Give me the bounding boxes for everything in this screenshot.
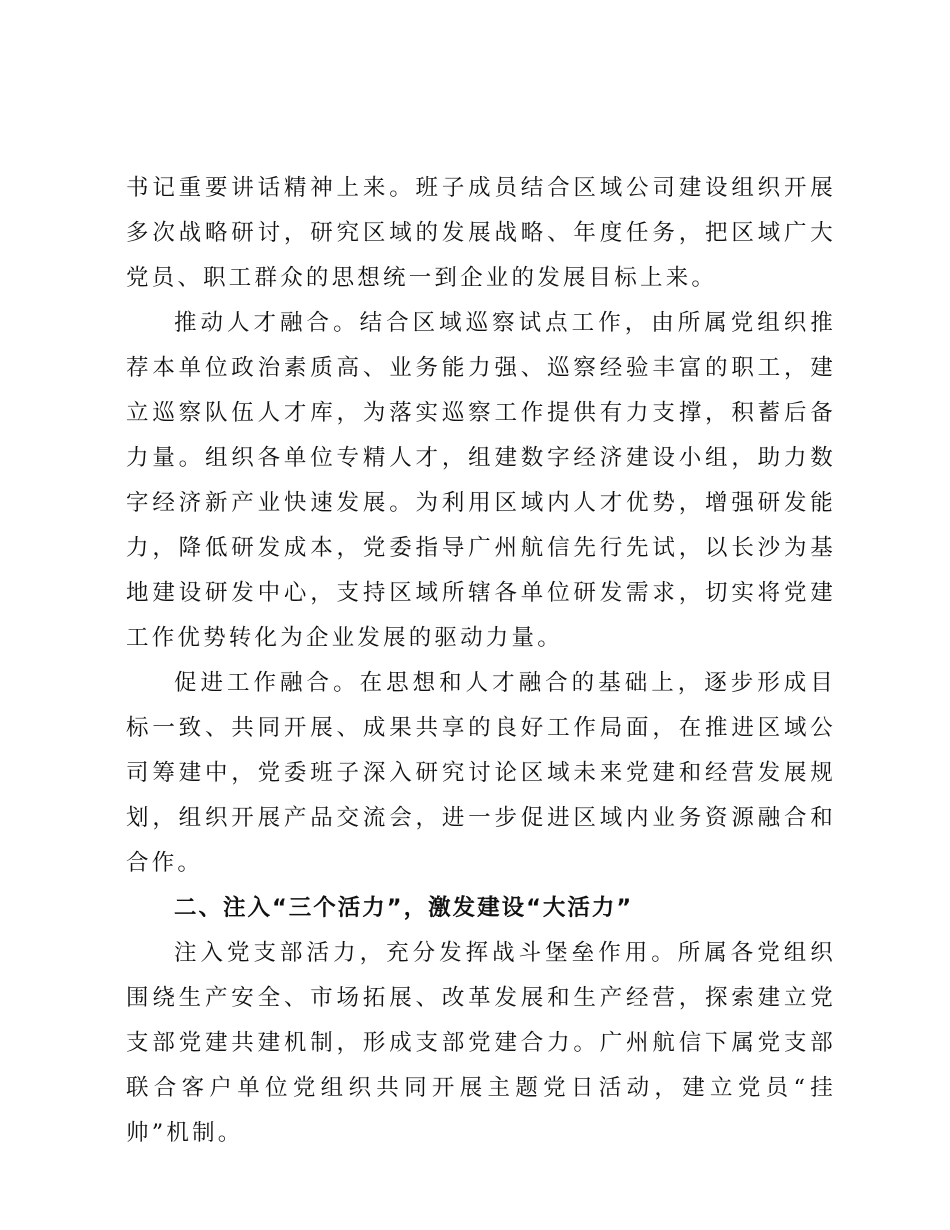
body-paragraph-talent-integration: 推动人才融合。结合区域巡察试点工作，由所属党组织推荐本单位政治素质高、业务能力强、巡察经验丰富的职工，建立巡察队伍人才库，为落实巡察工作提供有力支撑，积蓄后备力量。组织各单位专精人才，组建数字经济建设小组，助力数字经济新产业快速发展。为利用区域内人才优势，增强研发能力，降低研发成本，党委指导广州航信先行先试，以长沙为基地建设研发中心，支持区域所辖各单位研发需求，切实将党建工作优势转化为企业发展的驱动力量。: [126, 310, 836, 651]
body-paragraph-party-branch-vitality: 注入党支部活力，充分发挥战斗堡垒作用。所属各党组织围绕生产安全、市场拓展、改革发展和生产经营，探索建立党支部党建共建机制，形成支部党建合力。广州航信下属党支部联合客户单位党组织共同开展主题党日活动，建立党员“挂帅”机制。: [126, 940, 836, 1146]
body-paragraph-continued: 书记重要讲话精神上来。班子成员结合区域公司建设组织开展多次战略研讨，研究区域的发展战略、年度任务，把区域广大党员、职工群众的思想统一到企业的发展目标上来。: [126, 175, 836, 291]
document-body: [126, 166, 836, 1156]
section-heading: 二、注入“三个活力”，激发建设“大活力”: [174, 895, 634, 921]
body-paragraph-work-integration: 促进工作融合。在思想和人才融合的基础上，逐步形成目标一致、共同开展、成果共享的良好工作局面，在推进区域公司筹建中，党委班子深入研究讨论区域未来党建和经营发展规划，组织开展产品交流会，进一步促进区域内业务资源融合和合作。: [126, 670, 836, 876]
